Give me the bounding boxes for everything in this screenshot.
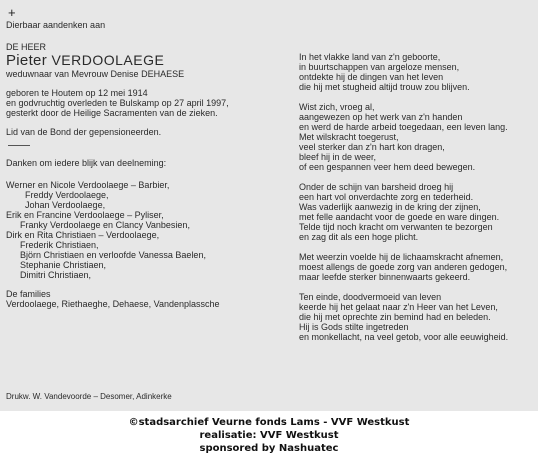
family-list: [6, 180, 276, 280]
sacraments-text: gesterkt door de Heilige Sacramenten van de zieken.: [6, 108, 218, 118]
poem-line: moest allengs de goede zorg van anderen gedogen,: [299, 262, 508, 272]
membership-text: Lid van de Bond der gepensioneerden.: [6, 127, 162, 137]
poem-line: veel sterker dan z'n hart kon dragen,: [299, 142, 445, 152]
poem-line: of een gespannen veer hem deed bewegen.: [299, 162, 476, 172]
poem-stanza: [299, 52, 535, 92]
poem: [299, 52, 535, 352]
poem-stanza: [299, 182, 535, 242]
divider: [8, 145, 30, 146]
family-member: Franky Verdoolaege en Clancy Vanbesien,: [20, 220, 190, 230]
family-member: Björn Christiaen en verloofde Vanessa Baelen,: [20, 250, 206, 260]
death-text: en godvruchtig overleden te Bulskamp op 27 april 1997,: [6, 98, 229, 108]
footer-copyright: ©stadsarchief Veurne fonds Lams - VVF Westkust: [128, 417, 410, 428]
poem-line: aangewezen op het werk van z'n handen: [299, 112, 463, 122]
poem-line: Telde tijd noch kracht om verwanten te bezorgen: [299, 222, 493, 232]
poem-line: Hij is Gods stilte ingetreden: [299, 322, 409, 332]
poem-line: bleef hij in de weer,: [299, 152, 377, 162]
first-name: Pieter: [6, 52, 47, 69]
family-member: Erik en Francine Verdoolaege – Pyliser,: [6, 210, 164, 220]
poem-stanza: [299, 292, 535, 342]
poem-line: die hij met stugheid altijd trouw zou blijven.: [299, 82, 470, 92]
archive-footer: [0, 416, 538, 455]
families-names: Verdoolaege, Riethaeghe, Dehaese, Vandenplassche: [6, 299, 220, 309]
poem-line: Wist zich, vroeg al,: [299, 102, 375, 112]
poem-line: In het vlakke land van z'n geboorte,: [299, 52, 441, 62]
poem-line: maar leefde sterker binnenwaarts gekeerd.: [299, 272, 471, 282]
family-member: Stephanie Christiaen,: [20, 260, 107, 270]
poem-stanza: [299, 252, 535, 282]
poem-line: en monkellacht, na veel getob, voor alle eeuwigheid.: [299, 332, 509, 342]
birth-text: geboren te Houtem op 12 mei 1914: [6, 88, 148, 98]
poem-line: keerde hij het gelaat naar z'n Heer van het Leven,: [299, 302, 498, 312]
last-name: VERDOOLAEGE: [51, 52, 165, 68]
poem-line: Met weerzin voelde hij de lichaamskracht afnemen,: [299, 252, 504, 262]
poem-line: Ten einde, doodvermoeid van leven: [299, 292, 442, 302]
poem-line: die hij met oprechte zin bemind had en beleden.: [299, 312, 491, 322]
poem-line: Onder de schijn van barsheid droeg hij: [299, 182, 454, 192]
poem-line: met felle aandacht voor de goede en ware dingen.: [299, 212, 500, 222]
poem-line: en werd de harde arbeid toegedaan, een leven lang.: [299, 122, 508, 132]
family-member: Johan Verdoolaege,: [25, 200, 106, 210]
cross-icon: +: [8, 5, 16, 20]
poem-line: ontdekte hij de dingen van het leven: [299, 72, 444, 82]
footer-sponsor: sponsored by Nashuatec: [199, 443, 339, 454]
poem-line: Was vaderlijk aanwezig in de kring der zijnen,: [299, 202, 481, 212]
family-member: Frederik Christiaen,: [20, 240, 99, 250]
poem-line: een hart vol onverdachte zorg en tederheid.: [299, 192, 474, 202]
poem-stanza: [299, 102, 535, 172]
intro-text: Dierbaar aandenken aan: [6, 20, 106, 30]
family-member: Freddy Verdoolaege,: [25, 190, 109, 200]
families-label: De families: [6, 289, 51, 299]
title-text: DE HEER: [6, 42, 47, 52]
family-member: Dimitri Christiaen,: [20, 270, 92, 280]
printer-credit: Drukw. W. Vandevoorde – Desomer, Adinkerke: [6, 392, 172, 401]
poem-line: Met wilskracht toegerust,: [299, 132, 399, 142]
spouse-text: weduwnaar van Mevrouw Denise DEHAESE: [6, 69, 185, 79]
family-member: Werner en Nicole Verdoolaege – Barbier,: [6, 180, 170, 190]
deceased-name: [6, 52, 276, 69]
family-member: Dirk en Rita Christiaen – Verdoolaege,: [6, 230, 160, 240]
footer-realisation: realisatie: VVF Westkust: [199, 430, 339, 441]
left-column: [6, 6, 276, 309]
thanks-text: Danken om iedere blijk van deelneming:: [6, 158, 167, 168]
poem-line: en zag dit als een hoge plicht.: [299, 232, 419, 242]
poem-line: in buurtschappen van argeloze mensen,: [299, 62, 460, 72]
